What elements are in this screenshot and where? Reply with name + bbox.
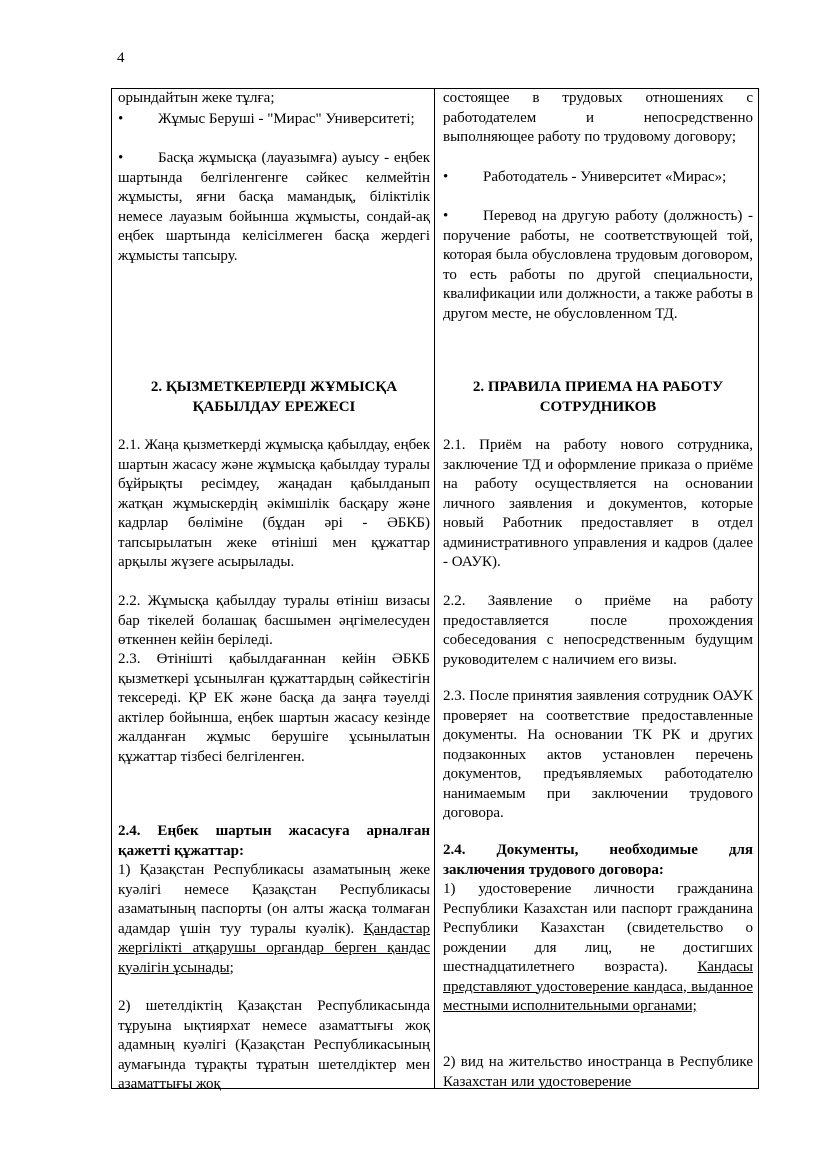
column-divider bbox=[434, 89, 435, 1088]
left-definition-transfer: • Басқа жұмысқа (лауазымға) ауысу - еңбек шартында белгіленгенге сәйкес келмейтін жұмысты, яғни басқа мамандық, біліктілік немесе лауазым бойынша жұмысты, сондай-ақ еңбек шартында келісілмеген басқа жердегі жұмысты тапсыру. bbox=[118, 150, 430, 264]
left-section2-title: 2. ҚЫЗМЕТКЕРЛЕРДІ ЖҰМЫСҚА ҚАБЫЛДАУ ЕРЕЖЕСІ bbox=[150, 379, 398, 415]
left-definition-continuation: орындайтын жеке тұлға; bbox=[118, 90, 275, 106]
bullet-icon: • bbox=[118, 111, 124, 127]
bullet-icon: • bbox=[443, 169, 449, 185]
right-paragraph-2-2: 2.2. Заявление о приёме на работу предоставляется после прохождения собеседования с непосредственным будущим руководителем с наличием его визы. bbox=[443, 593, 753, 668]
left-definition-employer: • Жұмыс Беруші - "Мирас" Университеті; bbox=[118, 110, 430, 130]
left-paragraph-2-3: 2.3. Өтінішті қабылдағаннан кейін ӘБКБ қызметкері ұсынылған құжаттардың сәйкестігін тексереді. ҚР ЕК және басқа да заңға тәуелді актілер бойынша, еңбек шартын жасасу кезінде жалданған жұмыс берушіге ұсынылатын құжаттар тізбесі белгіленген. bbox=[118, 651, 430, 765]
right-definition-employer: • Работодатель - Университет «Мирас»; bbox=[443, 168, 753, 188]
right-paragraph-2-3: 2.3. После принятия заявления сотрудник ОАУК проверяет на соответствие предоставленные документы. На основании ТК РК и других подзаконных актов установлен перечень документов, предъявляемых работодателю нанимаемым при заключении трудового договора. bbox=[443, 688, 753, 821]
left-paragraph-2-4-item-1: 1) Қазақстан Республикасы азаматының жеке куәлігі немесе Қазақстан Республикасы азаматының паспорты (он алты жасқа толмаған адамдар үшін туу туралы куәлік). Қандастар жергілікті атқарушы органдар берген қандас куәлігін ұсынады; bbox=[118, 862, 430, 976]
bullet-icon: • bbox=[443, 208, 449, 224]
left-paragraph-2-2: 2.2. Жұмысқа қабылдау туралы өтініш визасы бар тікелей болашақ басшымен әңгімелесуден өткеннен кейін беріледі. bbox=[118, 593, 430, 648]
page-number: 4 bbox=[117, 50, 125, 66]
left-paragraph-2-4-item-2: 2) шетелдіктің Қазақстан Республикасында тұруына ықтиярхат немесе азаматтығы жоқ адамның куәлігі (Қазақстан Республикасының аумағында тұрақты тұратын шетелдіктер мен азаматтығы жоқ bbox=[118, 998, 430, 1092]
left-paragraph-2-1: 2.1. Жаңа қызметкерді жұмысқа қабылдау, еңбек шартын жасасу және жұмысқа қабылдау туралы бұйрықты ресімдеу, жаңадан қабылданып жатқан жұмыскердің әкімшілік басқару және кадрлар бөліміне (бұдан әрі - ӘБКБ) тапсырылатын жеке өтініші мен құжаттар арқылы жүзеге асырылады. bbox=[118, 437, 430, 570]
bilingual-table bbox=[111, 88, 759, 1092]
right-section2-title: 2. ПРАВИЛА ПРИЕМА НА РАБОТУ СОТРУДНИКОВ bbox=[472, 379, 724, 415]
right-paragraph-2-4-title: 2.4. Документы, необходимые для заключения трудового договора: bbox=[443, 842, 753, 878]
bullet-icon: • bbox=[118, 150, 124, 166]
right-paragraph-2-4-item-2: 2) вид на жительство иностранца в Республике Казахстан или удостоверение bbox=[443, 1054, 753, 1090]
right-paragraph-2-4-item-1: 1) удостоверение личности гражданина Республики Казахстан или паспорт гражданина Республики Казахстан (свидетельство о рождении для лиц, не достигших шестнадцатилетнего возраста). Кандасы представляют удостоверение кандаса, выданное местными исполнительными органами; bbox=[443, 881, 753, 1014]
left-paragraph-2-4-title: 2.4. Еңбек шартын жасасуға арналған қажетті құжаттар: bbox=[118, 823, 430, 859]
right-definition-transfer: • Перевод на другую работу (должность) - поручение работы, не соответствующей той, которая была обусловлена трудовым договором, то есть работы по другой специальности, квалификации или должности, а также работы в другом месте, не обусловленном ТД. bbox=[443, 208, 753, 322]
right-paragraph-2-1: 2.1. Приём на работу нового сотрудника, заключение ТД и оформление приказа о приёме на работу осуществляется на основании личного заявления и документов, которые новый Работник предоставляет в отдел административного управления и кадров (далее - ОАУК). bbox=[443, 437, 753, 570]
right-definition-continuation: состоящее в трудовых отношениях с работодателем и непосредственно выполняющее работу по трудовому договору; bbox=[443, 90, 753, 145]
